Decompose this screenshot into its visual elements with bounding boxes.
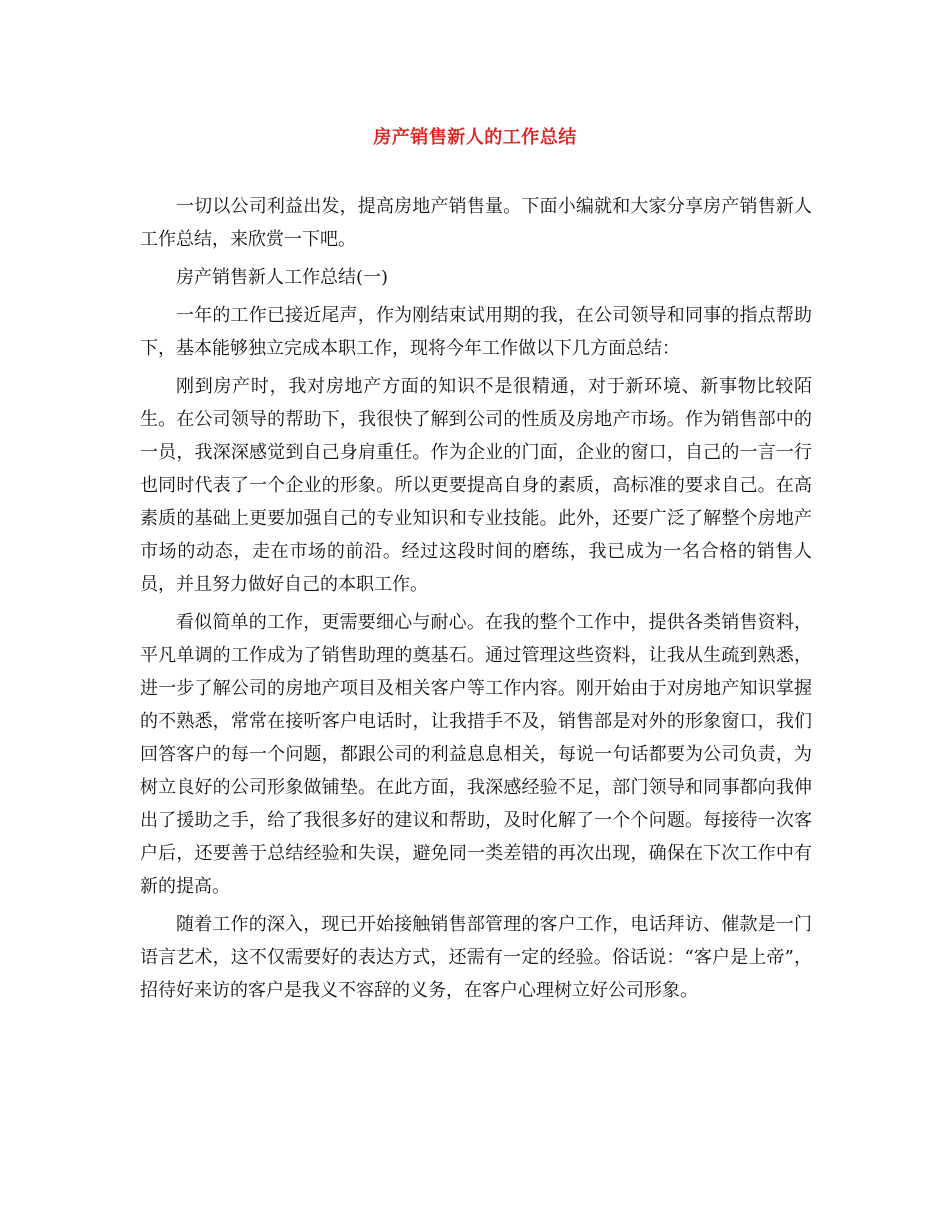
body-paragraph: 看似简单的工作，更需要细心与耐心。在我的整个工作中，提供各类销售资料，平凡单调的工作成为了销售助理的奠基石。通过管理这些资料，让我从生疏到熟悉，进一步了解公司的房地产项目及相关客户等工作内容。刚开始由于对房地产知识掌握的不熟悉，常常在接听客户电话时，让我措手不及，销售部是对外的形象窗口，我们回答客户的每一个问题，都跟公司的利益息息相关，每说一句话都要为公司负责，为树立良好的公司形象做铺垫。在此方面，我深感经验不足，部门领导和同事都向我伸出了援助之手，给了我很多好的建议和帮助，及时化解了一个个问题。每接待一次客户后，还要善于总结经验和失误，避免同一类差错的再次出现，确保在下次工作中有新的提高。 (140, 612, 812, 897)
document-title: 房产销售新人的工作总结 (373, 127, 577, 148)
section-heading: 房产销售新人工作总结(一) (176, 267, 389, 288)
body-paragraph: 刚到房产时，我对房地产方面的知识不是很精通，对于新环境、新事物比较陌生。在公司领导的帮助下，我很快了解到公司的性质及房地产市场。作为销售部中的一员，我深深感觉到自己身肩重任。作为企业的门面，企业的窗口，自己的一言一行也同时代表了一个企业的形象。所以更要提高自身的素质，高标准的要求自己。在高素质的基础上更要加强自己的专业知识和专业技能。此外，还要广泛了解整个房地产市场的动态，走在市场的前沿。经过这段时间的磨练，我已成为一名合格的销售人员，并且努力做好自己的本职工作。 (140, 376, 812, 595)
body-paragraph: 随着工作的深入，现已开始接触销售部管理的客户工作，电话拜访、催款是一门语言艺术，这不仅需要好的表达方式，还需有一定的经验。俗话说：“客户是上帝”，招待好来访的客户是我义不容辞的义务，在客户心理树立好公司形象。 (140, 914, 812, 1001)
document-body (140, 190, 812, 1012)
body-paragraph: 一年的工作已接近尾声，作为刚结束试用期的我，在公司领导和同事的指点帮助下，基本能够独立完成本职工作，现将今年工作做以下几方面总结： (140, 305, 812, 359)
intro-paragraph: 一切以公司利益出发，提高房地产销售量。下面小编就和大家分享房产销售新人工作总结，来欣赏一下吧。 (140, 196, 812, 250)
